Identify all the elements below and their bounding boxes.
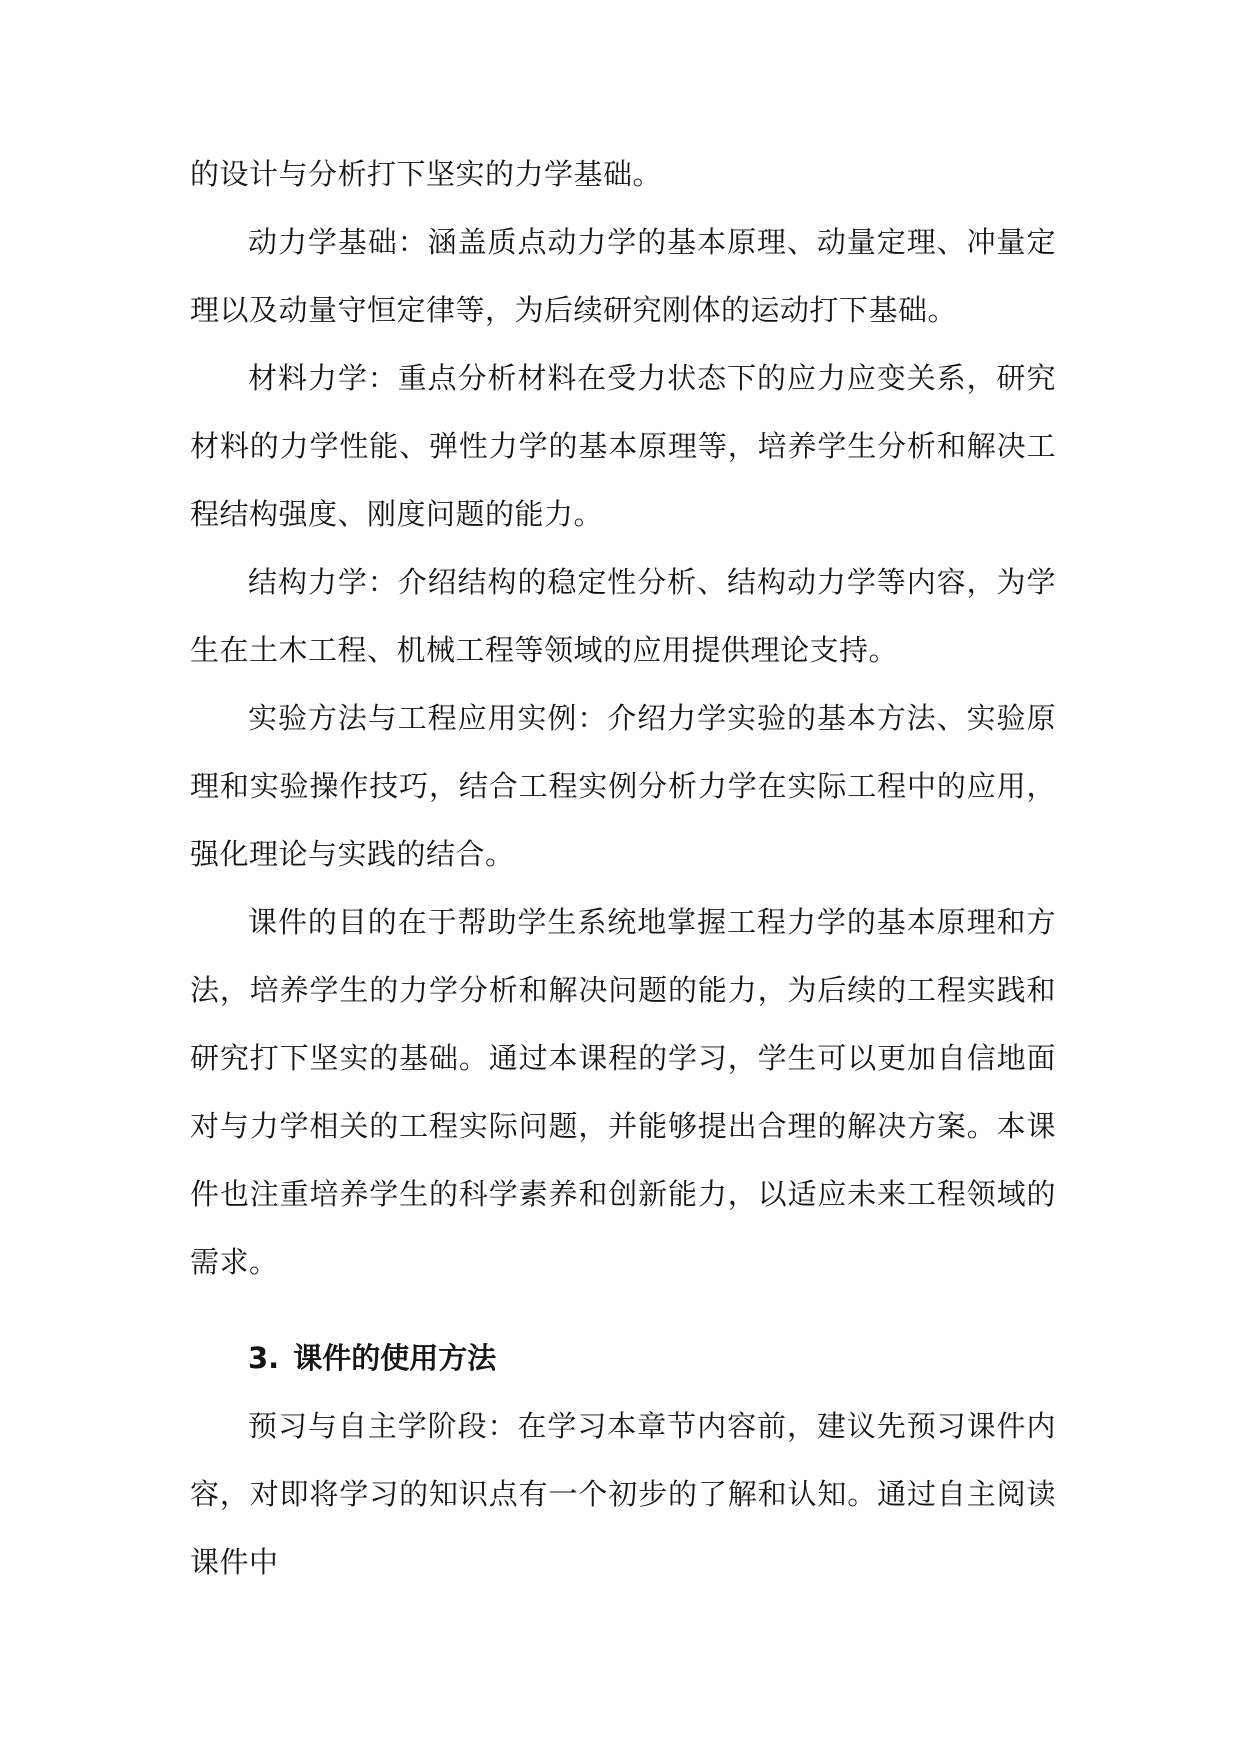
section-heading [190,1324,1056,1392]
document-body [190,140,1056,1596]
section-title: 课件的使用方法 [293,1341,497,1375]
paragraph-dynamics-basics: 动力学基础：涵盖质点动力学的基本原理、动量定理、冲量定理以及动量守恒定律等，为后续研究刚体的运动打下基础。 [190,225,1056,327]
paragraph-preview-stage: 预习与自主学阶段：在学习本章节内容前，建议先预习课件内容，对即将学习的知识点有一个初步的了解和认知。通过自主阅读课件中 [190,1409,1056,1579]
paragraph-continuation: 的设计与分析打下坚实的力学基础。 [190,157,663,191]
paragraph-material-mechanics: 材料力学：重点分析材料在受力状态下的应力应变关系，研究材料的力学性能、弹性力学的基本原理等，培养学生分析和解决工程结构强度、刚度问题的能力。 [190,361,1056,531]
paragraph-experiment-methods: 实验方法与工程应用实例：介绍力学实验的基本方法、实验原理和实验操作技巧，结合工程实例分析力学在实际工程中的应用，强化理论与实践的结合。 [190,701,1056,871]
paragraph-courseware-purpose: 课件的目的在于帮助学生系统地掌握工程力学的基本原理和方法，培养学生的力学分析和解决问题的能力，为后续的工程实践和研究打下坚实的基础。通过本课程的学习，学生可以更加自信地面对与力学相关的工程实际问题，并能够提出合理的解决方案。本课件也注重培养学生的科学素养和创新能力，以适应未来工程领域的需求。 [190,905,1056,1279]
paragraph-structural-mechanics: 结构力学：介绍结构的稳定性分析、结构动力学等内容，为学生在土木工程、机械工程等领域的应用提供理论支持。 [190,565,1056,667]
section-number: 3. [248,1341,280,1375]
